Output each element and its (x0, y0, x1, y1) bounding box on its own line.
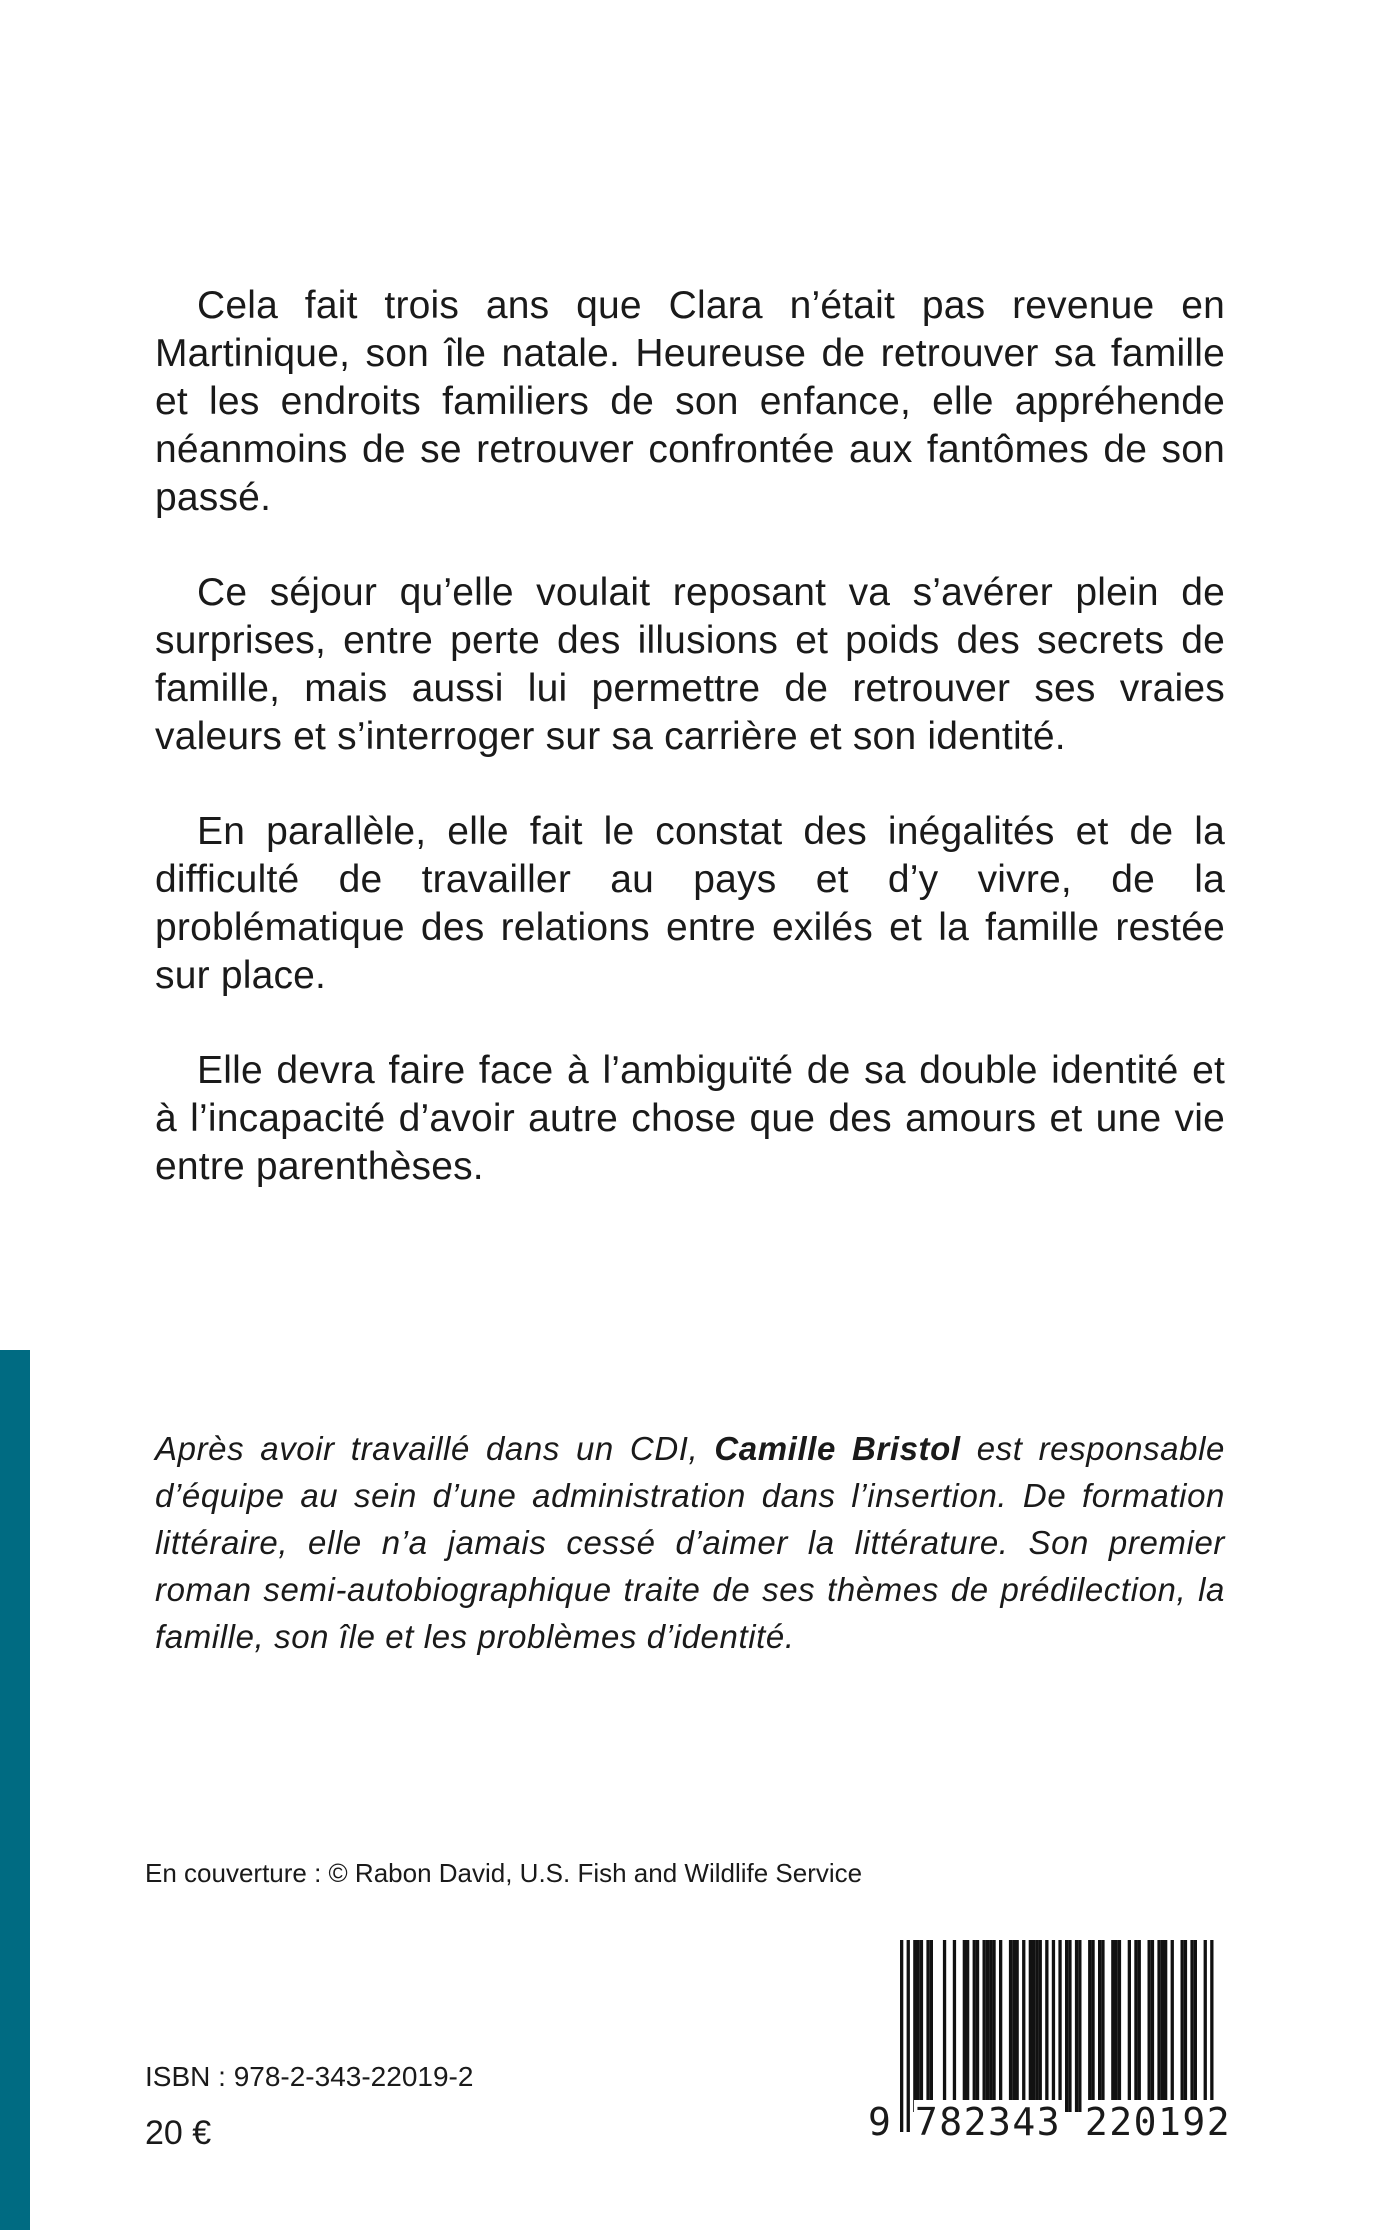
side-color-band (0, 1350, 30, 2230)
barcode-bar (920, 1940, 923, 2112)
cover-credit: En couverture : © Rabon David, U.S. Fish and Wildlife Service (145, 1858, 863, 1888)
barcode-bar (1134, 1940, 1137, 2112)
blurb-paragraph-4: Elle devra faire face à l’ambiguïté de sa double identité et à l’incapacité d’avoir autre chose que des amours et une vie entre parenthèses. (155, 1049, 1225, 1188)
barcode-bar (943, 1940, 946, 2112)
back-cover-blurb (155, 282, 1225, 1238)
barcode-bar (1091, 1940, 1094, 2112)
barcode-bar (1022, 1940, 1025, 2112)
barcode (868, 1940, 1238, 2150)
barcode-bar (1181, 1940, 1184, 2112)
barcode-bar (1065, 1940, 1068, 2112)
barcode-bar (1045, 1940, 1048, 2112)
author-bio-intro: Après avoir travaillé dans un CDI, (155, 1430, 715, 1467)
barcode-bar (966, 1940, 969, 2112)
barcode-bar (1032, 1940, 1035, 2112)
barcode-lead-digit: 9 (868, 2100, 891, 2144)
blurb-paragraph-2: Ce séjour qu’elle voulait reposant va s’avérer plein de surprises, entre perte des illusions et poids des secrets de famille, mais aussi lui permettre de retrouver ses vraies valeurs et s’interroger sur sa carrière et son identité. (155, 571, 1225, 758)
price: 20 € (145, 2114, 212, 2152)
barcode-bar (1190, 1940, 1193, 2112)
barcode-bar (973, 1940, 976, 2112)
barcode-bar (1118, 1940, 1121, 2112)
barcode-bar (1157, 1940, 1160, 2112)
barcode-bar (1039, 1940, 1042, 2112)
barcode-bar (992, 1940, 995, 2112)
barcode-bar (1151, 1940, 1154, 2112)
barcode-bar (1009, 1940, 1012, 2112)
barcode-bar (989, 1940, 992, 2112)
barcode-bar (1075, 1940, 1078, 2112)
barcode-bar (1184, 1940, 1187, 2112)
barcode-bar (1161, 1940, 1164, 2112)
barcode-bar (953, 1940, 956, 2112)
barcode-bar (1111, 1940, 1114, 2112)
barcode-bar (926, 1940, 929, 2112)
author-bio-rest: est responsable d’équipe au sein d’une administration dans l’insertion. De formation littéraire, elle n’a jamais cessé d’aimer la littérature. Son premier roman semi-autobiographique traite de ses thèmes de prédilection, la famille, son île et les problèmes d’identité. (155, 1430, 1225, 1655)
author-name: Camille Bristol (714, 1430, 961, 1467)
barcode-bar (963, 1940, 966, 2112)
barcode-bar (986, 1940, 989, 2112)
author-bio (155, 1425, 1225, 1660)
barcode-bar (913, 1940, 916, 2112)
barcode-bar (1171, 1940, 1174, 2112)
blurb-paragraph-3: En parallèle, elle fait le constat des inégalités et de la difficulté de travailler au pays et d’y vivre, de la problématique des relations entre exilés et la famille restée sur place. (155, 810, 1225, 997)
barcode-bar (1078, 1940, 1081, 2112)
barcode-bar (930, 1940, 933, 2112)
barcode-bar (1035, 1940, 1038, 2112)
barcode-bar (1016, 1940, 1019, 2112)
barcode-bar (1012, 1940, 1015, 2112)
barcode-bar (999, 1940, 1002, 2112)
barcode-group-1: 782343 (914, 2100, 1062, 2144)
barcode-bar (1148, 1940, 1151, 2112)
barcode-group-2: 220192 (1084, 2100, 1232, 2144)
barcode-bar (1194, 1940, 1197, 2112)
barcode-bar (1098, 1940, 1101, 2112)
barcode-bar (1115, 1940, 1118, 2112)
blurb-paragraph-1: Cela fait trois ans que Clara n’était pas revenue en Martinique, son île natale. Heureuse de retrouver sa famille et les endroits familiers de son enfance, elle appréhende néanmoins de se retrouver confrontée aux fantômes de son passé. (155, 284, 1225, 519)
barcode-digits (868, 2100, 1238, 2144)
barcode-bar (1088, 1940, 1091, 2112)
isbn: ISBN : 978-2-343-22019-2 (145, 2061, 474, 2092)
barcode-bar (983, 1940, 986, 2112)
barcode-bar (1068, 1940, 1071, 2112)
barcode-bar (1138, 1940, 1141, 2112)
barcode-bar (1128, 1940, 1131, 2112)
barcode-bar (1164, 1940, 1167, 2112)
barcode-bar (1029, 1940, 1032, 2112)
barcode-bar (976, 1940, 979, 2112)
barcode-bar (1101, 1940, 1104, 2112)
barcode-bar (917, 1940, 920, 2112)
author-bio-text (155, 1425, 1225, 1660)
